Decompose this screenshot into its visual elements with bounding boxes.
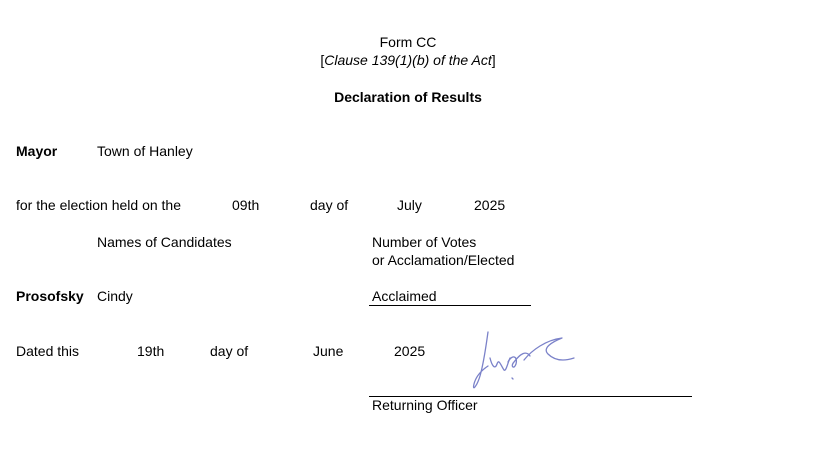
returning-officer-label: Returning Officer xyxy=(372,397,478,413)
municipality-name: Town of Hanley xyxy=(97,143,193,159)
form-heading: Declaration of Results xyxy=(334,89,482,105)
clause-open-bracket: [ xyxy=(320,52,325,68)
election-date-prefix: for the election held on the xyxy=(16,197,182,213)
dated-prefix: Dated this xyxy=(16,343,80,359)
form-title: Form CC xyxy=(379,34,437,50)
election-year: 2025 xyxy=(474,197,506,213)
dated-year: 2025 xyxy=(394,343,426,359)
election-day-of: day of xyxy=(310,197,349,213)
candidate-surname: Prosofsky xyxy=(16,288,84,304)
office-label: Mayor xyxy=(16,143,58,159)
votes-column-header-line2: or Acclamation/Elected xyxy=(372,252,515,268)
dated-day: 19th xyxy=(137,343,165,359)
election-month: July xyxy=(397,197,422,213)
clause-text: Clause 139(1)(b) of the Act xyxy=(324,52,492,68)
clause-close-bracket: ] xyxy=(491,52,496,68)
votes-column-header-line1: Number of Votes xyxy=(372,234,477,250)
candidate-given-name: Cindy xyxy=(97,288,133,304)
clause-reference xyxy=(0,51,816,69)
dated-day-of: day of xyxy=(210,343,249,359)
dated-month: June xyxy=(313,343,344,359)
candidate-result: Acclaimed xyxy=(372,288,437,304)
election-day: 09th xyxy=(232,197,260,213)
result-underline xyxy=(369,305,531,306)
returning-officer-signature xyxy=(462,326,582,398)
candidates-column-header: Names of Candidates xyxy=(97,234,232,250)
